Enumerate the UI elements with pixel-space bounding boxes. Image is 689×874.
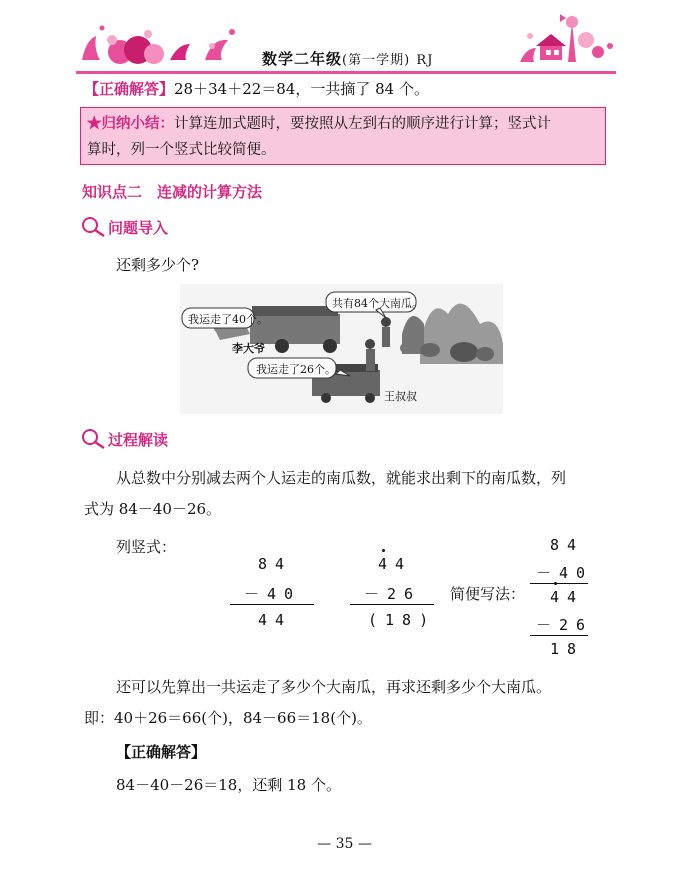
magnifier-icon — [80, 428, 106, 450]
subtrahend: －26 — [364, 585, 422, 603]
vertical-calc-2 — [348, 555, 438, 635]
section-heading-problem-intro — [80, 216, 168, 238]
explanation-line-1: 从总数中分别减去两个人运走的南瓜数，就能求出剩下的南瓜数，列 — [116, 469, 567, 487]
correct-answer-label: 【正确解答】 — [84, 80, 175, 98]
subtrahend: －40 — [244, 585, 302, 603]
vertical-form-label: 列竖式： — [116, 538, 177, 556]
calc-row-1: 84 — [550, 536, 585, 554]
calc-row-2: －40 — [536, 564, 594, 582]
name-label-wang: 王叔叔 — [384, 390, 417, 403]
speech-bubble-right: 共有84个大南瓜。 — [332, 297, 423, 310]
summary-text-2: 算时，列一个竖式比较简便。 — [87, 142, 276, 158]
semester-label: (第一学期) — [342, 53, 411, 68]
page-header — [0, 0, 689, 76]
summary-text-1: 计算连加式题时，要按照从左到右的顺序进行计算；竖式计 — [174, 116, 551, 132]
vertical-calc-1 — [228, 555, 318, 635]
edition-label: RJ — [416, 53, 434, 68]
magnifier-icon — [80, 216, 106, 238]
answer-text: 28＋34＋22＝84，一共摘了 84 个。 — [174, 80, 429, 98]
alternative-line-1: 还可以先算出一共运走了多少个大南瓜，再求还剩多少个大南瓜。 — [116, 678, 552, 696]
summary-box — [80, 107, 606, 165]
borrow-dot — [382, 549, 385, 552]
vertical-calc-3 — [528, 536, 598, 660]
name-label-li: 李大爷 — [232, 342, 265, 355]
correct-answer-label-2: 【正确解答】 — [116, 743, 207, 761]
difference: 44 — [258, 611, 293, 629]
question-text: 还剩多少个? — [116, 256, 200, 274]
left-flower-decoration — [82, 26, 235, 65]
right-house-decoration — [520, 14, 613, 62]
explanation-line-2: 式为 84－40－26。 — [84, 500, 222, 518]
section-heading-process — [80, 428, 168, 450]
answer-block-1 — [84, 78, 624, 99]
header-title — [262, 48, 433, 69]
header-divider — [76, 71, 616, 74]
calc-row-4: －26 — [536, 616, 594, 634]
minuend: 44 — [378, 555, 413, 573]
calc-row-5: 18 — [550, 640, 585, 658]
calc-row-3: 44 — [550, 588, 585, 606]
knowledge-point-title: 知识点二 连减的计算方法 — [82, 183, 263, 201]
pumpkin-illustration — [180, 284, 503, 414]
difference: (18) — [368, 611, 437, 629]
summary-label: ★归纳小结： — [87, 115, 174, 132]
simplified-form-label: 简便写法： — [450, 585, 526, 603]
calc-line — [230, 604, 314, 605]
borrow-dot — [554, 582, 557, 585]
speech-bubble-bottom: 我运走了26个。 — [256, 363, 336, 376]
speech-bubble-left: 我运走了40个。 — [188, 313, 268, 326]
book-title: 数学二年级 — [262, 50, 343, 68]
summary-line-1 — [87, 111, 599, 137]
page-number: — 35 — — [317, 836, 372, 852]
calc-line-2 — [530, 635, 588, 636]
calc-line — [350, 604, 434, 605]
answer-text-2: 84－40－26＝18，还剩 18 个。 — [116, 776, 341, 794]
section-title: 问题导入 — [108, 218, 169, 237]
minuend: 84 — [258, 555, 293, 573]
alternative-line-2: 即：40＋26＝66(个)，84－66＝18(个)。 — [84, 709, 372, 727]
section-title: 过程解读 — [108, 430, 169, 449]
calc-line-1 — [530, 583, 588, 584]
